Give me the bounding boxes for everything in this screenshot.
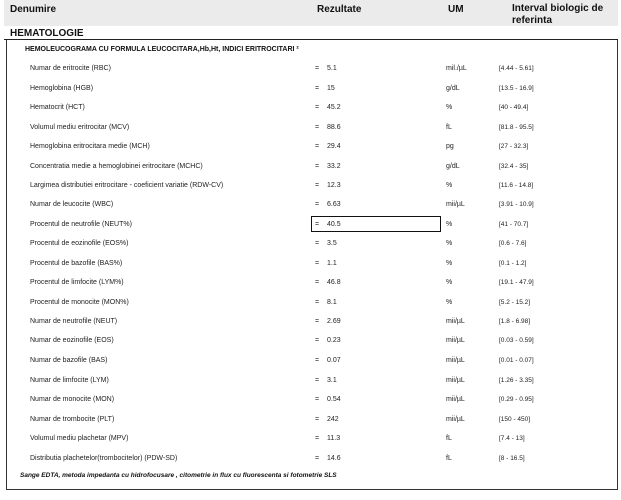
test-name: Concentratia medie a hemoglobinei eritrocitare (MCHC) [30,163,203,170]
test-value: 15 [327,85,335,92]
test-name: Numar de limfocite (LYM) [30,377,109,384]
test-unit: mii/µL [446,396,465,403]
result-row [0,435,621,453]
header-rezultate: Rezultate [317,4,362,15]
header-interval: Interval biologic de referinta [512,3,604,26]
test-value: 11.3 [327,435,341,442]
result-row [0,357,621,375]
test-operator: = [315,104,320,111]
test-operator: = [315,357,320,364]
test-name: Hemoglobina eritrocitara medie (MCH) [30,143,150,150]
test-interval: [0.29 - 0.95] [499,396,534,403]
highlight-box [311,216,441,232]
test-unit: mii/µL [446,337,465,344]
test-interval: [81.8 - 95.5] [499,124,534,131]
result-row [0,143,621,161]
test-unit: % [446,299,453,306]
test-name: Numar de neutrofile (NEUT) [30,318,118,325]
test-operator: = [315,416,320,423]
test-interval: [41 - 70.7] [499,221,529,228]
test-interval: [150 - 450] [499,416,531,423]
test-unit: g/dL [446,85,460,92]
test-operator: = [315,396,320,403]
test-name: Largimea distributiei eritrocitare - coeficient variatie (RDW-CV) [30,182,224,189]
result-row [0,163,621,181]
test-operator: = [315,279,320,286]
test-unit: pg [446,143,454,150]
test-name: Procentul de monocite (MON%) [30,299,129,306]
test-value: 3.1 [327,377,337,384]
header-um: UM [448,4,464,15]
result-row [0,299,621,317]
test-name: Numar de eritrocite (RBC) [30,65,111,72]
result-row [0,182,621,200]
test-operator: = [315,221,320,228]
test-operator: = [315,65,320,72]
test-unit: mil./µL [446,65,467,72]
test-interval: [0.6 - 7.6] [499,240,527,247]
test-operator: = [315,435,320,442]
test-interval: [1.8 - 6.98] [499,318,531,325]
test-value: 0.23 [327,337,341,344]
test-operator: = [315,318,320,325]
result-row [0,260,621,278]
test-unit: mii/µL [446,357,465,364]
test-interval: [13.5 - 16.9] [499,85,534,92]
test-unit: fL [446,124,452,131]
test-value: 2.69 [327,318,341,325]
test-interval: [27 - 32.3] [499,143,529,150]
test-interval: [7.4 - 13] [499,435,525,442]
result-row [0,318,621,336]
test-operator: = [315,377,320,384]
test-unit: % [446,279,453,286]
test-name: Procentul de bazofile (BAS%) [30,260,123,267]
test-interval: [40 - 49.4] [499,104,529,111]
test-interval: [19.1 - 47.9] [499,279,534,286]
test-operator: = [315,455,320,462]
test-value: 40.5 [327,221,341,228]
test-interval: [0.03 - 0.59] [499,337,534,344]
test-unit: % [446,104,453,111]
test-interval: [11.6 - 14.8] [499,182,534,189]
test-value: 5.1 [327,65,337,72]
result-row [0,396,621,414]
result-row [0,416,621,434]
test-interval: [3.91 - 10.9] [499,201,534,208]
test-name: Numar de monocite (MON) [30,396,115,403]
result-row [0,65,621,83]
result-row [0,124,621,142]
test-unit: mii/µL [446,201,465,208]
result-row [0,377,621,395]
test-name: Volumul mediu plachetar (MPV) [30,435,129,442]
test-value: 0.07 [327,357,341,364]
test-interval: [1.26 - 3.35] [499,377,534,384]
test-name: Procentul de eozinofile (EOS%) [30,240,129,247]
test-operator: = [315,143,320,150]
test-name: Hematocrit (HCT) [30,104,85,111]
result-row [0,85,621,103]
test-operator: = [315,182,320,189]
test-interval: [0.1 - 1.2] [499,260,527,267]
panel-title: HEMOLEUCOGRAMA CU FORMULA LEUCOCITARA,Hb,Ht, INDICI ERITROCITARI ² [25,46,299,53]
test-operator: = [315,260,320,267]
test-name: Hemoglobina (HGB) [30,85,94,92]
test-interval: [32.4 - 35] [499,163,529,170]
test-unit: fL [446,435,452,442]
test-unit: g/dL [446,163,460,170]
test-value: 0.54 [327,396,341,403]
result-row [0,240,621,258]
method-footnote: Sange EDTA, metoda impedanta cu hidrofocusare , citometrie in flux cu fluorescenta si fotometrie SLS [20,472,337,479]
test-operator: = [315,337,320,344]
test-value: 88.6 [327,124,341,131]
test-name: Volumul mediu eritrocitar (MCV) [30,124,130,131]
test-value: 1.1 [327,260,337,267]
test-operator: = [315,163,320,170]
test-operator: = [315,240,320,247]
test-unit: mii/µL [446,318,465,325]
test-unit: % [446,260,453,267]
test-operator: = [315,201,320,208]
test-name: Procentul de neutrofile (NEUT%) [30,221,132,228]
test-interval: [0.01 - 0.07] [499,357,534,364]
test-operator: = [315,124,320,131]
test-interval: [8 - 16.5] [499,455,525,462]
section-title: HEMATOLOGIE [4,27,618,40]
test-unit: % [446,221,453,228]
result-row [0,337,621,355]
result-row [0,104,621,122]
test-value: 46.8 [327,279,341,286]
test-unit: mii/µL [446,416,465,423]
test-operator: = [315,85,320,92]
test-name: Numar de trombocite (PLT) [30,416,115,423]
test-value: 242 [327,416,339,423]
test-unit: % [446,182,453,189]
test-value: 45.2 [327,104,341,111]
test-name: Numar de leucocite (WBC) [30,201,114,208]
test-value: 14.6 [327,455,341,462]
table-header [4,0,618,26]
test-unit: mii/µL [446,377,465,384]
test-value: 29.4 [327,143,341,150]
test-name: Numar de eozinofile (EOS) [30,337,114,344]
test-value: 12.3 [327,182,341,189]
test-name: Distributia plachetelor(trombocitelor) (PDW-SD) [30,455,178,462]
test-name: Numar de bazofile (BAS) [30,357,108,364]
header-denumire: Denumire [10,4,57,15]
test-value: 33.2 [327,163,341,170]
test-name: Procentul de limfocite (LYM%) [30,279,124,286]
test-unit: fL [446,455,452,462]
test-interval: [5.2 - 15.2] [499,299,531,306]
test-value: 3.5 [327,240,337,247]
result-row [0,279,621,297]
test-unit: % [446,240,453,247]
test-value: 6.63 [327,201,341,208]
test-value: 8.1 [327,299,337,306]
test-operator: = [315,299,320,306]
test-interval: [4.44 - 5.61] [499,65,534,72]
result-row [0,455,621,473]
